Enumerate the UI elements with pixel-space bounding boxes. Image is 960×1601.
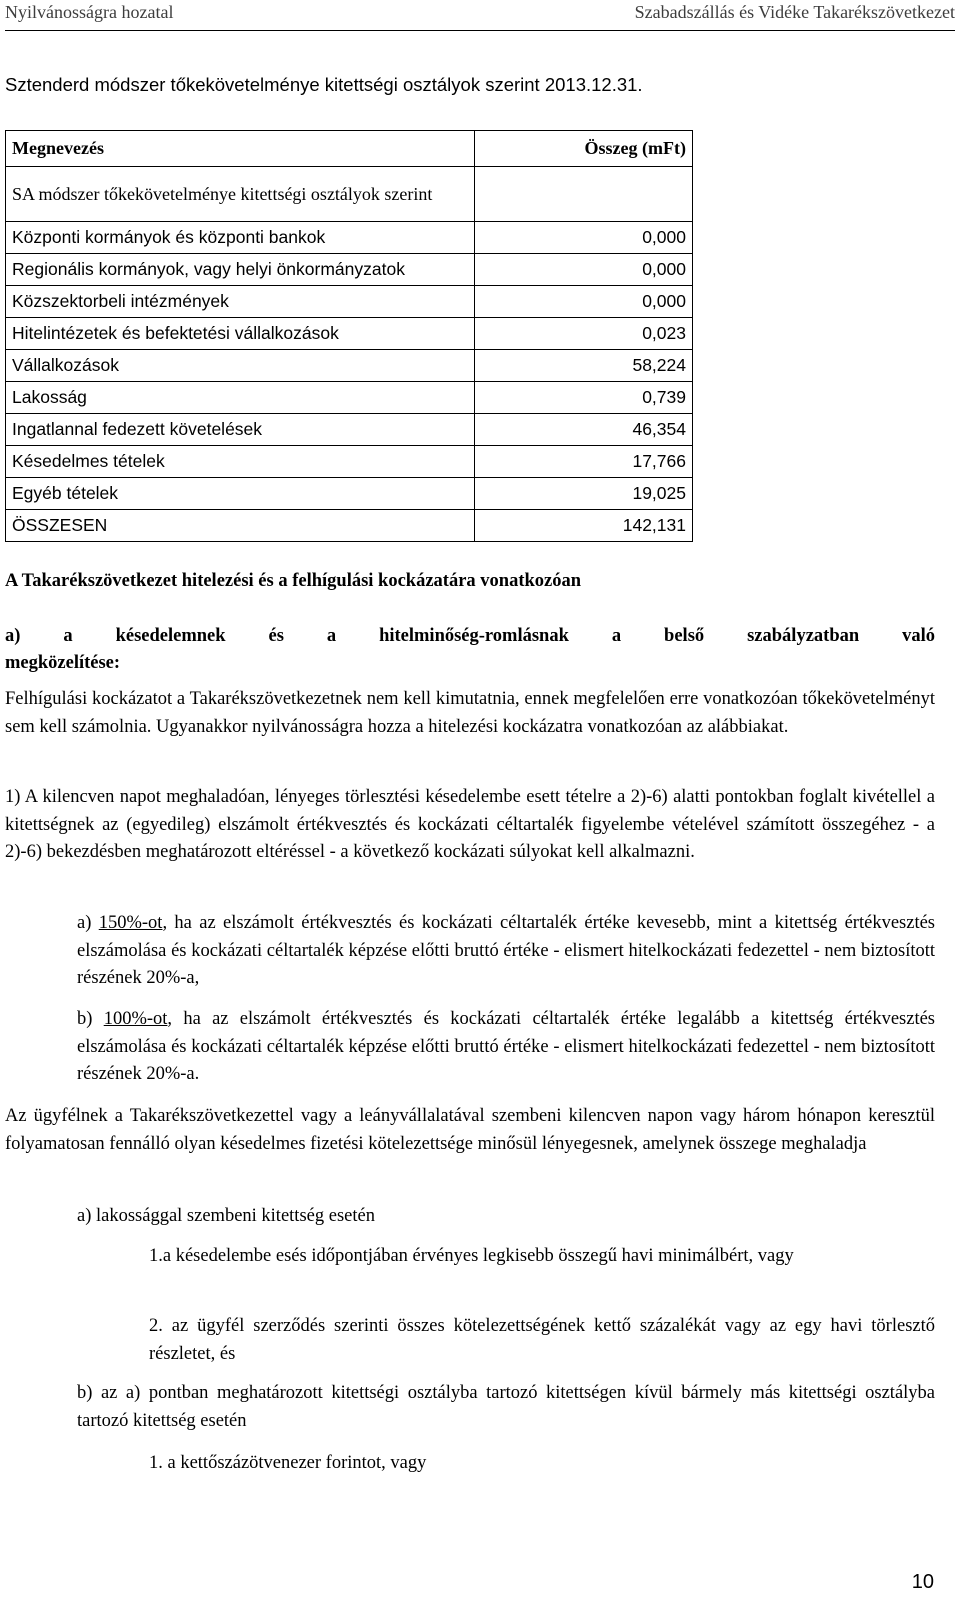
table-row [6,222,693,254]
page-header [5,0,955,31]
subsection-heading-line1: a) a késedelemnek és a hitelminőség-romlásnak a belső szabályzatban való [5,626,935,646]
row-category: Ingatlannal fedezett követelések [6,414,475,446]
row-amount: 0,000 [475,254,693,286]
row-amount: 0,739 [475,382,693,414]
paragraph-250k-forint: 1. a kettőszázötvenezer forintot, vagy [149,1453,427,1473]
paragraph-dilution-risk: Felhígulási kockázatot a Takarékszövetkezetnek nem kell kimutatnia, ennek megfelelően erre vonatkozóan tőkekövetelményt sem kell számolnia. Ugyanakkor nyilvánosságra hozza a hitelezési kockázatra vonatkozóan az alábbiakat. [5,689,935,737]
row-category: Lakosság [6,382,475,414]
row-amount: 142,131 [475,510,693,542]
rule-a-prefix: a) [77,913,99,933]
row-category: Hitelintézetek és befektetési vállalkozások [6,318,475,350]
subheader-label: SA módszer tőkekövetelménye kitettségi osztályok szerint [6,167,475,222]
column-header-amount: Összeg (mFt) [475,131,693,167]
paragraph-minimum-wage: 1.a késedelembe esés időpontjában érvényes legkisebb összegű havi minimálbért, vagy [149,1246,794,1266]
row-category: Központi kormányok és központi bankok [6,222,475,254]
row-amount: 0,023 [475,318,693,350]
table-row [6,318,693,350]
table-header-row [6,131,693,167]
paragraph-other-exposure: b) az a) pontban meghatározott kitettségi osztályba tartozó kitettségen kívül bármely más kitettségi osztályba tartozó kitettség esetén [77,1383,935,1431]
row-category: ÖSSZESEN [6,510,475,542]
paragraph-client-delay: Az ügyfélnek a Takarékszövetkezettel vagy a leányvállalatával szembeni kilencven napon vagy három hónapon keresztül folyamatosan fennálló olyan késedelmes fizetési kötelezettsége minősül lényegesnek, amelynek összege meghaladja [5,1106,935,1154]
column-header-name: Megnevezés [6,131,475,167]
row-category: Egyéb tételek [6,478,475,510]
row-amount: 0,000 [475,222,693,254]
table-row [6,414,693,446]
header-organization-name: Szabadszállás és Vidéke Takarékszövetkezet [634,2,955,22]
table-row [6,350,693,382]
table-title: Sztenderd módszer tőkekövetelménye kitettségi osztályok szerint 2013.12.31. [5,74,643,95]
subsection-heading-line2: megközelítése: [5,653,121,673]
row-category: Vállalkozások [6,350,475,382]
row-amount: 0,000 [475,286,693,318]
table-row [6,478,693,510]
rule-b-prefix: b) [77,1009,104,1029]
row-category: Közszektorbeli intézmények [6,286,475,318]
rule-b-rate: 100%-ot [103,1009,168,1029]
paragraph-rule-1: 1) A kilencven napot meghaladóan, lényeges törlesztési késedelembe esett tételre a 2)-6) alatti pontokban foglalt kivétellel a kitettségnek az (egyedileg) elszámolt értékvesztés és kockázati céltartalék figyelembe vételével számított összegéhez - a 2)-6) bekezdésben meghatározott eltéréssel - a következő kockázati súlyokat kell alkalmazni. [5,787,935,862]
row-amount: 46,354 [475,414,693,446]
table-row [6,510,693,542]
paragraph-rule-b-100 [77,1006,935,1089]
table-row [6,382,693,414]
paragraph-retail-exposure: a) lakossággal szembeni kitettség esetén [77,1206,375,1226]
capital-requirement-table [5,130,693,542]
row-amount: 17,766 [475,446,693,478]
row-category: Regionális kormányok, vagy helyi önkormányzatok [6,254,475,286]
table-subheader-row [6,167,693,222]
row-amount: 19,025 [475,478,693,510]
paragraph-two-percent: 2. az ügyfél szerződés szerinti összes kötelezettségének kettő százalékát vagy az egy havi törlesztő részletet, és [149,1316,935,1364]
subsection-heading [5,623,935,677]
section-title: A Takarékszövetkezet hitelezési és a felhígulási kockázatára vonatkozóan [5,571,582,591]
table-row [6,286,693,318]
row-category: Késedelmes tételek [6,446,475,478]
rule-a-rate: 150%-ot [98,913,163,933]
page-number: 10 [911,1571,934,1593]
table-row [6,254,693,286]
rule-b-text: , ha az elszámolt értékvesztés és kockázati céltartalék értéke legalább a kitettség értékvesztés elszámolása és kockázati céltartalék képzése előtti bruttó értéke - elismert hitelkockázati fedezettel - nem biztosított részének 20%-a. [77,1009,935,1084]
header-document-title: Nyilvánosságra hozatal [5,2,174,22]
subheader-empty-cell [475,167,693,222]
row-amount: 58,224 [475,350,693,382]
table-row [6,446,693,478]
paragraph-rule-a-150 [77,910,935,993]
rule-a-text: , ha az elszámolt értékvesztés és kockázati céltartalék értéke kevesebb, mint a kitettség értékvesztés elszámolása és kockázati céltartalék képzése előtti bruttó értéke - elismert hitelkockázati fedezettel - nem biztosított részének 20%-a, [77,913,935,988]
